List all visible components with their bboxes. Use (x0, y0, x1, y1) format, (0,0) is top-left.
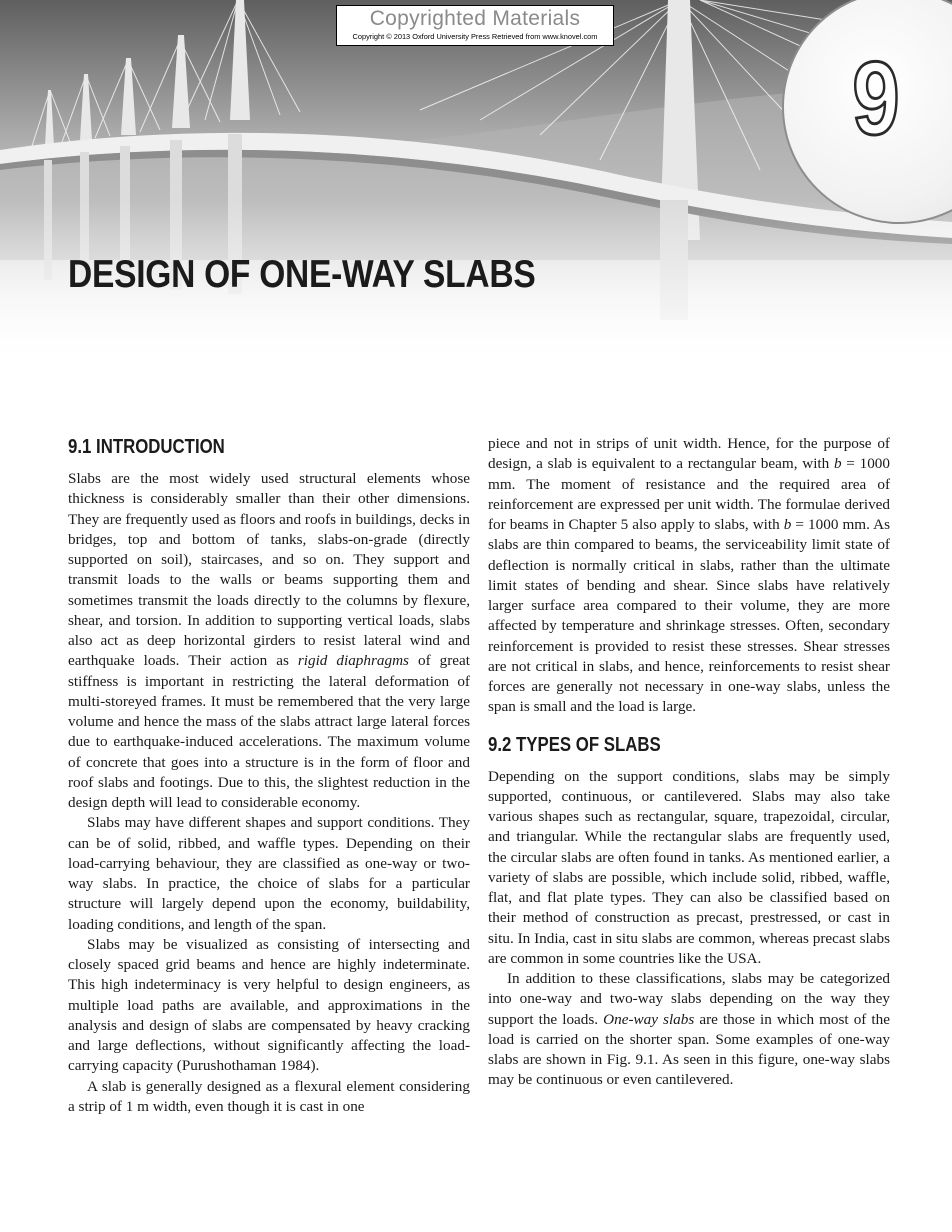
copyright-title: Copyrighted Materials (369, 7, 581, 30)
term-one-way-slabs: One-way slabs (603, 1010, 695, 1028)
chapter-number: 9 (852, 41, 900, 157)
paragraph: A slab is generally designed as a flexural element considering a strip of 1 m width, even though it is cast in one (68, 1077, 470, 1115)
paragraph: Slabs may be visualized as consisting of intersecting and closely spaced grid beams and hence are highly indeterminate. This high indeterminacy is very helpful to design engineers, as multiple load paths are available, and approximations in the analysis and design of slabs are compensated by heavy cracking and large deflections, without significantly affecting the load-carrying capacity (Purushothaman 1984). (68, 935, 470, 1075)
chapter-title: DESIGN OF ONE-WAY SLABS (68, 253, 536, 296)
chapter-banner (0, 0, 952, 370)
copyright-stamp (336, 5, 614, 46)
paragraph: Depending on the support conditions, slabs may be simply supported, continuous, or cantilevered. Slabs may also take various shapes such as rectangular, square, trapezoidal, circular, and triangular. While the rectangular slabs are frequently used, the circular slabs are often found in tanks. As mentioned earlier, a variety of slabs are possible, which include solid, ribbed, waffle, flat, and flat plate types. They can also be classified based on their method of construction as precast, prestressed, or cast in situ. In India, cast in situ slabs are common, whereas precast slabs are common in some countries like the USA. (488, 767, 890, 967)
term-rigid-diaphragms: rigid diaphragms (297, 652, 409, 670)
section-heading-introduction: 9.1 INTRODUCTION (68, 436, 225, 458)
paragraph: In addition to these classifications, slabs may be categorized into one-way and two-way slabs depending on the way they support the loads. One-way slabs are those in which most of the load is carried on the shorter span. Some examples of one-way slabs are shown in Fig. 9.1. As seen in this figure, one-way slabs may be continuous or even cantilevered. (488, 970, 890, 1089)
right-column (488, 434, 890, 1091)
section-heading-types-of-slabs: 9.2 TYPES OF SLABS (488, 733, 661, 756)
copyright-notice: Copyright © 2013 Oxford University Press Retrieved from www.knovel.com (352, 32, 598, 41)
left-column (68, 434, 470, 1117)
paragraph: Slabs are the most widely used structural elements whose thickness is considerably smaller than their other dimensions. They are frequently used as floors and roofs in buildings, decks in bridges, top and bottom of tanks, slabs-on-grade (directly supported on soil), staircases, and so on. They support and transmit loads to the walls or beams supporting them and sometimes transmit the loads directly to the columns by flexure, shear, and torsion. In addition to supporting vertical loads, slabs also act as deep horizontal girders to resist lateral wind and earthquake loads. Their action as rigid diaphragms of great stiffness is important in restricting the lateral deformation of multi-storeyed frames. It must be remembered that the very large volume and hence the mass of the slabs attract large lateral forces due to earthquake-induced accelerations. The maximum volume of concrete that goes into a structure is in the form of floor and roof slabs and footings. Due to this, the slightest reduction in the design depth will lead to considerable economy. (68, 470, 470, 811)
paragraph: Slabs may have different shapes and support conditions. They can be of solid, ribbed, and waffle types. Depending on their load-carrying behaviour, they are classified as one-way or two-way slabs. In practice, the choice of slabs for a particular structure will largely depend upon the economy, buildability, loading conditions, and length of the span. (68, 814, 470, 933)
paragraph-continued: piece and not in strips of unit width. Hence, for the purpose of design, a slab is equivalent to a rectangular beam, with b = 1000 mm. The moment of resistance and the required area of reinforcement are expressed per unit width. The formulae derived for beams in Chapter 5 also apply to slabs, with b = 1000 mm. As slabs are thin compared to beams, the serviceability limit state of deflection is normally critical in slabs, rather than the ultimate limit states of bending and shear. Since slabs have relatively larger surface area compared to their volume, they are more affected by temperature and shrinkage stresses. Often, secondary reinforcement is provided to resist these stresses. Shear stresses are not critical in slabs, and hence, reinforcements to resist shear forces are generally not necessary in one-way slabs, unless the span is small and the load is large. (488, 435, 890, 716)
